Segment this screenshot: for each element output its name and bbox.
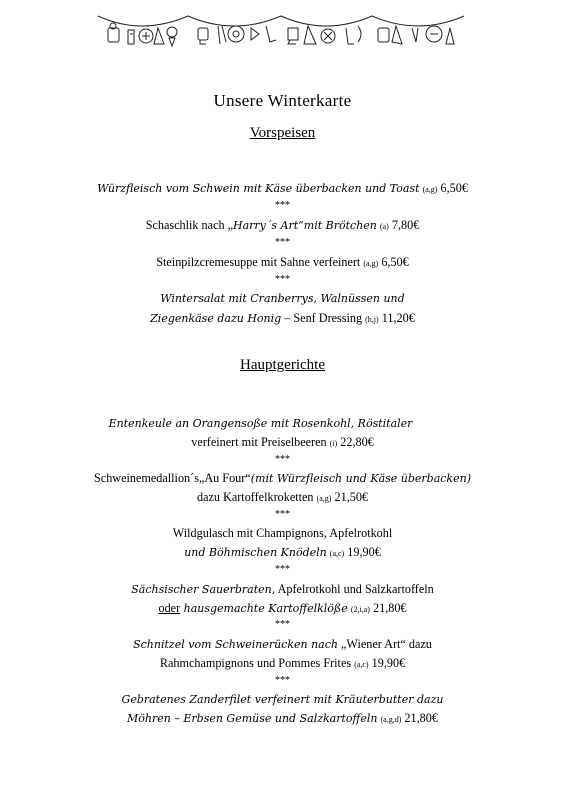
menu-item-steinpilzcremesuppe: Steinpilzcremesuppe mit Sahne verfeinert (a,g) 6,50€ [156, 255, 409, 269]
separator: *** [275, 454, 290, 465]
menu-item-wildgulasch-line2: und Böhmischen Knödeln (a,c) 19,90€ [184, 545, 381, 559]
separator: *** [275, 619, 290, 630]
menu-item-entenkeule-line2: verfeinert mit Preiselbeeren (i) 22,80€ [191, 435, 374, 449]
separator: *** [275, 509, 290, 520]
menu-item-zanderfilet-line2: Möhren – Erbsen Gemüse und Salzkartoffeln (a,g,d) 21,80€ [127, 711, 438, 725]
separator: *** [275, 564, 290, 575]
menu-item-wintersalat-line1: Wintersalat mit Cranberrys, Walnüssen und [160, 292, 405, 305]
menu-item-schweinemedallions-line2: dazu Kartoffelkroketten (a,g) 21,50€ [196, 490, 369, 504]
menu-item-sauerbraten-line1: Sächsischer Sauerbraten, Apfelrotkohl und Salzkartoffeln [131, 582, 434, 596]
page-title: Unsere Winterkarte [213, 91, 352, 110]
section-heading-hauptgerichte: Hauptgerichte [240, 357, 325, 373]
menu-item-wintersalat-line2: Ziegenkäse dazu Honig – Senf Dressing (h,j) 11,20€ [150, 311, 415, 325]
menu-item-schaschlik: Schaschlik nach „Harry´s Art“mit Brötchen (a) 7,80€ [145, 218, 420, 232]
separator: *** [275, 274, 290, 285]
menu-item-zanderfilet-line1: Gebratenes Zanderfilet verfeinert mit Kräuterbutter dazu [121, 693, 444, 706]
menu-item-entenkeule-line1: Entenkeule an Orangensoße mit Rosenkohl, Röstitaler [108, 417, 413, 430]
separator: *** [275, 200, 290, 211]
separator: *** [275, 675, 290, 686]
menu-item-schnitzel-line1: Schnitzel vom Schweinerücken nach „Wiener Art“ dazu [133, 637, 432, 651]
menu-item-schweinemedallions-line1: Schweinemedallion´s„Au Four“(mit Würzfleisch und Käse überbacken) [94, 471, 471, 485]
menu-item-wuerzfleisch: Würzfleisch vom Schwein mit Käse überbacken und Toast (a,g) 6,50€ [97, 181, 468, 195]
christmas-garland-icon [96, 6, 466, 66]
menu-item-wildgulasch-line1: Wildgulasch mit Champignons, Apfelrotkohl [172, 526, 393, 540]
separator: *** [275, 237, 290, 248]
menu-item-sauerbraten-line2: oder hausgemachte Kartoffelklöße (2,i,a) 21,80€ [158, 601, 407, 615]
menu-item-schnitzel-line2: Rahmchampignons und Pommes Frites (a,c) 19,90€ [159, 656, 406, 670]
section-heading-vorspeisen: Vorspeisen [249, 125, 316, 141]
